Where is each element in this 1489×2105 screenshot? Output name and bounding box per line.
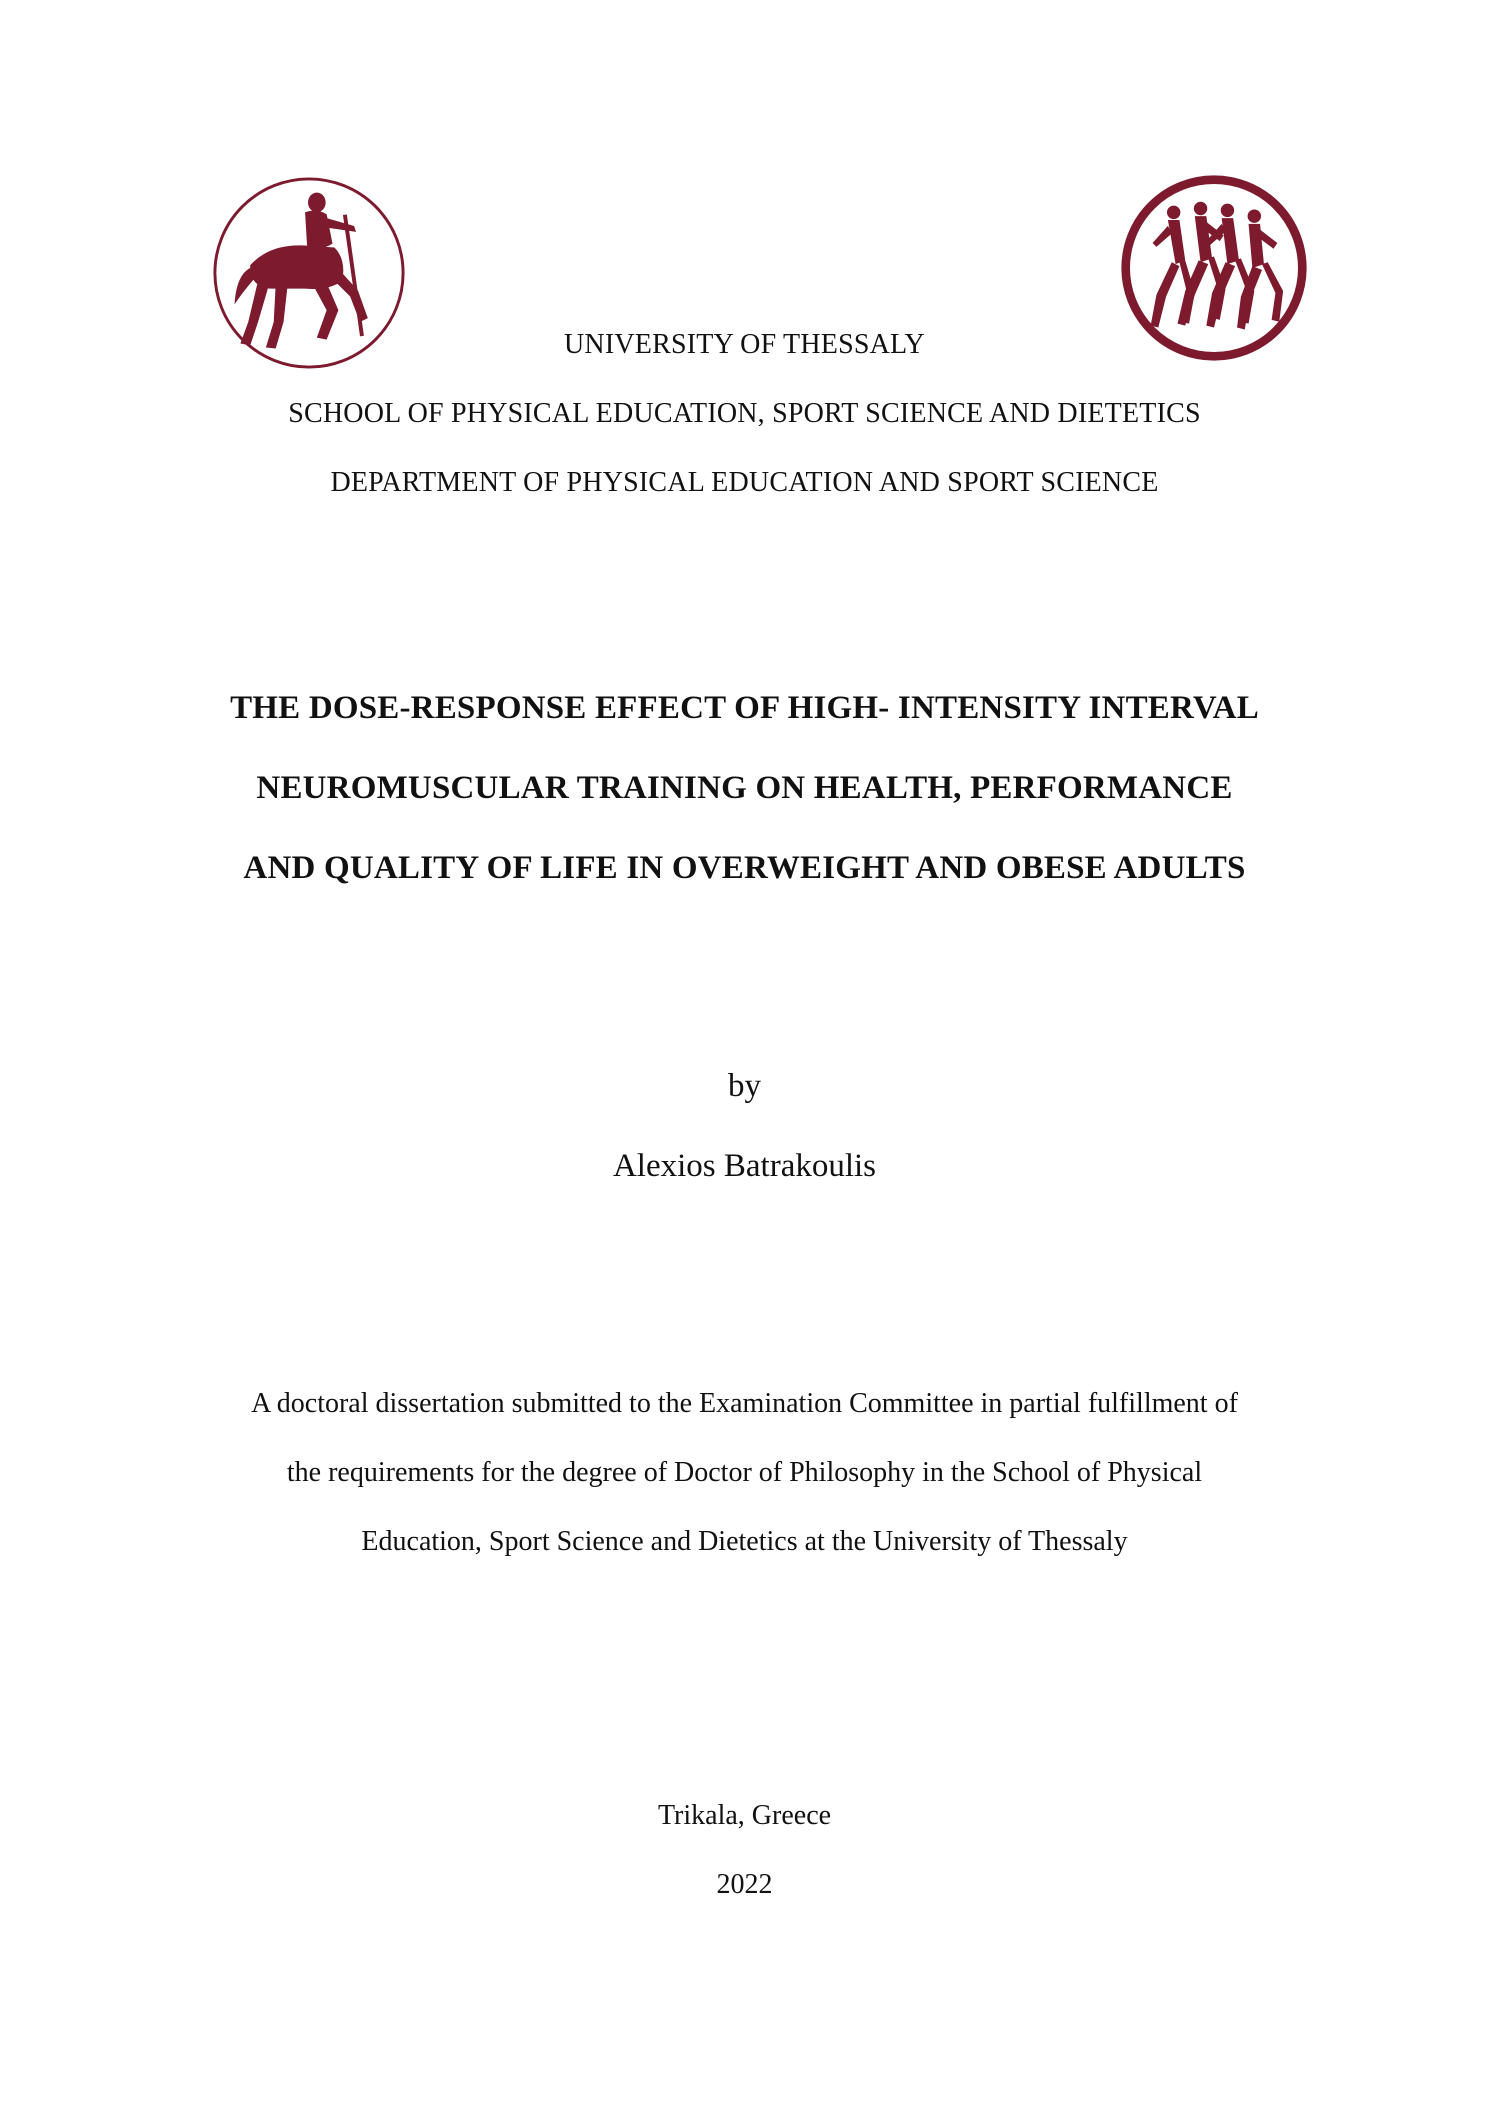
dissertation-title-line-3: AND QUALITY OF LIFE IN OVERWEIGHT AND OBESE ADULTS — [243, 850, 1246, 886]
location: Trikala, Greece — [657, 1800, 832, 1831]
department-name: DEPARTMENT OF PHYSICAL EDUCATION AND SPORT SCIENCE — [330, 467, 1159, 498]
university-name: UNIVERSITY OF THESSALY — [564, 329, 925, 360]
dissertation-title-line-1: THE DOSE-RESPONSE EFFECT OF HIGH- INTENSITY INTERVAL — [230, 690, 1259, 726]
description-line-3: Education, Sport Science and Dietetics at the University of Thessaly — [361, 1526, 1128, 1557]
byline-by: by — [728, 1068, 761, 1104]
description-line-1: A doctoral dissertation submitted to the Examination Committee in partial fulfillment of — [251, 1388, 1238, 1419]
dissertation-title-line-2: NEUROMUSCULAR TRAINING ON HEALTH, PERFORMANCE — [256, 770, 1233, 806]
author-name: Alexios Batrakoulis — [612, 1148, 877, 1184]
year: 2022 — [716, 1869, 773, 1900]
school-name: SCHOOL OF PHYSICAL EDUCATION, SPORT SCIENCE AND DIETETICS — [288, 398, 1201, 429]
description-line-2: the requirements for the degree of Doctor of Philosophy in the School of Physical — [286, 1457, 1203, 1488]
